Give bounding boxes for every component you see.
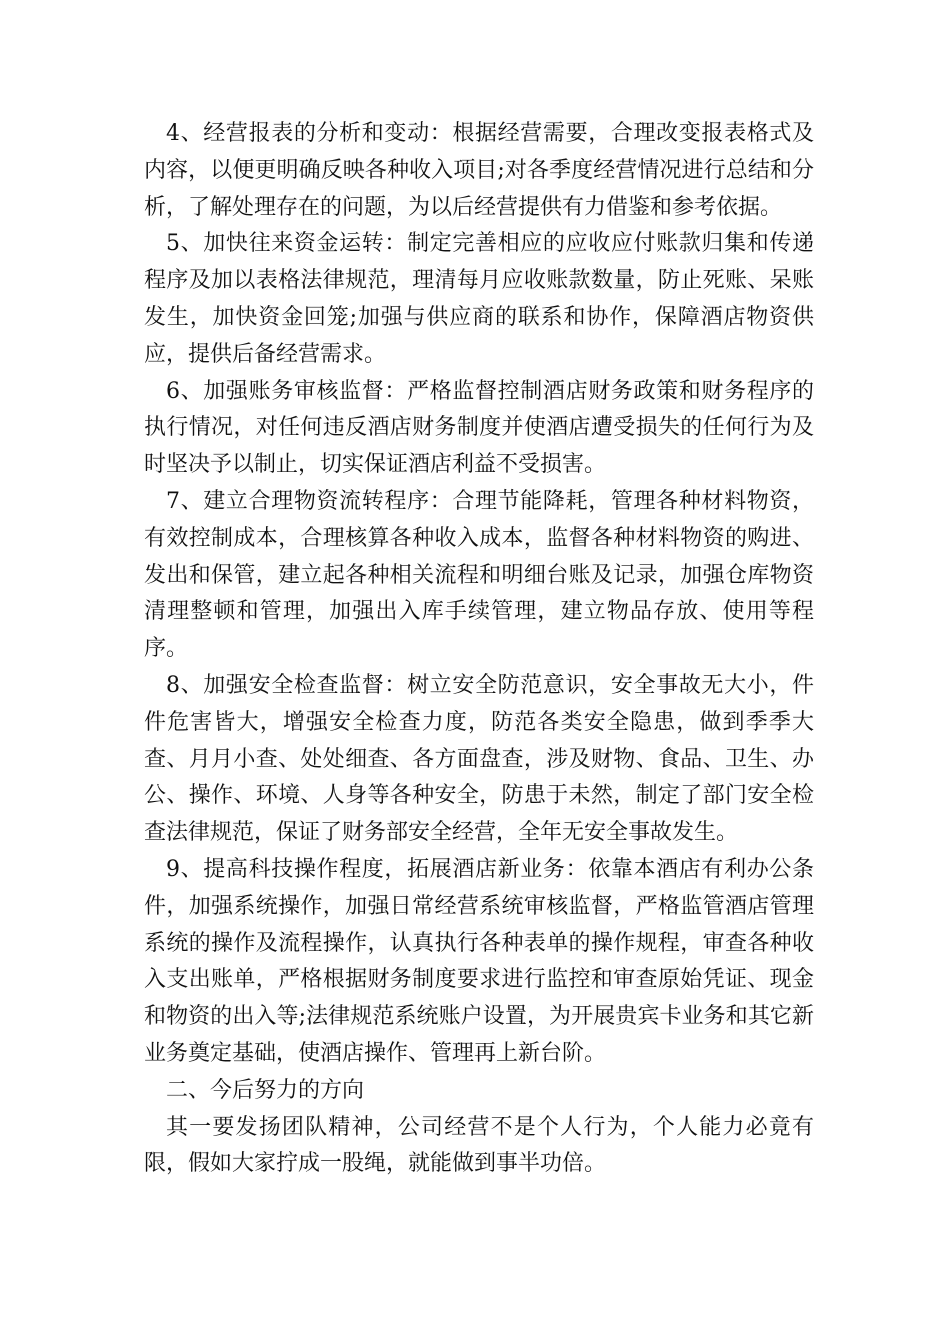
paragraph-team-spirit: 其一要发扬团队精神，公司经营不是个人行为，个人能力必竟有限，假如大家拧成一股绳，就能做到事半功倍。 <box>144 1114 814 1177</box>
paragraph-item-7: 7、建立合理物资流转程序：合理节能降耗，管理各种材料物资，有效控制成本，合理核算各种收入成本，监督各种材料物资的购进、发出和保管，建立起各种相关流程和明细台账及记录，加强仓库物资清理整顿和管理，加强出入库手续管理，建立物品存放、使用等程序。 <box>144 488 814 662</box>
paragraph-item-6: 6、加强账务审核监督：严格监督控制酒店财务政策和财务程序的执行情况，对任何违反酒店财务制度并使酒店遭受损失的任何行为及时坚决予以制止，切实保证酒店利益不受损害。 <box>144 378 814 478</box>
paragraph-item-5: 5、加快往来资金运转：制定完善相应的应收应付账款归集和传递程序及加以表格法律规范，理清每月应收账款数量，防止死账、呆账发生，加快资金回笼;加强与供应商的联系和协作，保障酒店物资供应，提供后备经营需求。 <box>144 231 814 367</box>
paragraph-item-9: 9、提高科技操作程度，拓展酒店新业务：依靠本酒店有利办公条件，加强系统操作，加强日常经营系统审核监督，严格监管酒店管理系统的操作及流程操作，认真执行各种表单的操作规程，审查各种收入支出账单，严格根据财务制度要求进行监控和审查原始凭证、现金和物资的出入等;法律规范系统账户设置，为开展贵宾卡业务和其它新业务奠定基础，使酒店操作、管理再上新台阶。 <box>144 856 814 1066</box>
paragraph-item-8: 8、加强安全检查监督：树立安全防范意识，安全事故无大小，件件危害皆大，增强安全检查力度，防范各类安全隐患，做到季季大查、月月小查、处处细查、各方面盘查，涉及财物、食品、卫生、办公、操作、环境、人身等各种安全，防患于未然，制定了部门安全检查法律规范，保证了财务部安全经营，全年无安全事故发生。 <box>144 672 814 846</box>
paragraph-item-4: 4、经营报表的分析和变动：根据经营需要，合理改变报表格式及内容，以便更明确反映各种收入项目;对各季度经营情况进行总结和分析，了解处理存在的问题，为以后经营提供有力借鉴和参考依据。 <box>144 121 814 220</box>
document-body <box>144 116 814 1183</box>
section-heading-future-direction: 二、今后努力的方向 <box>166 1077 365 1103</box>
